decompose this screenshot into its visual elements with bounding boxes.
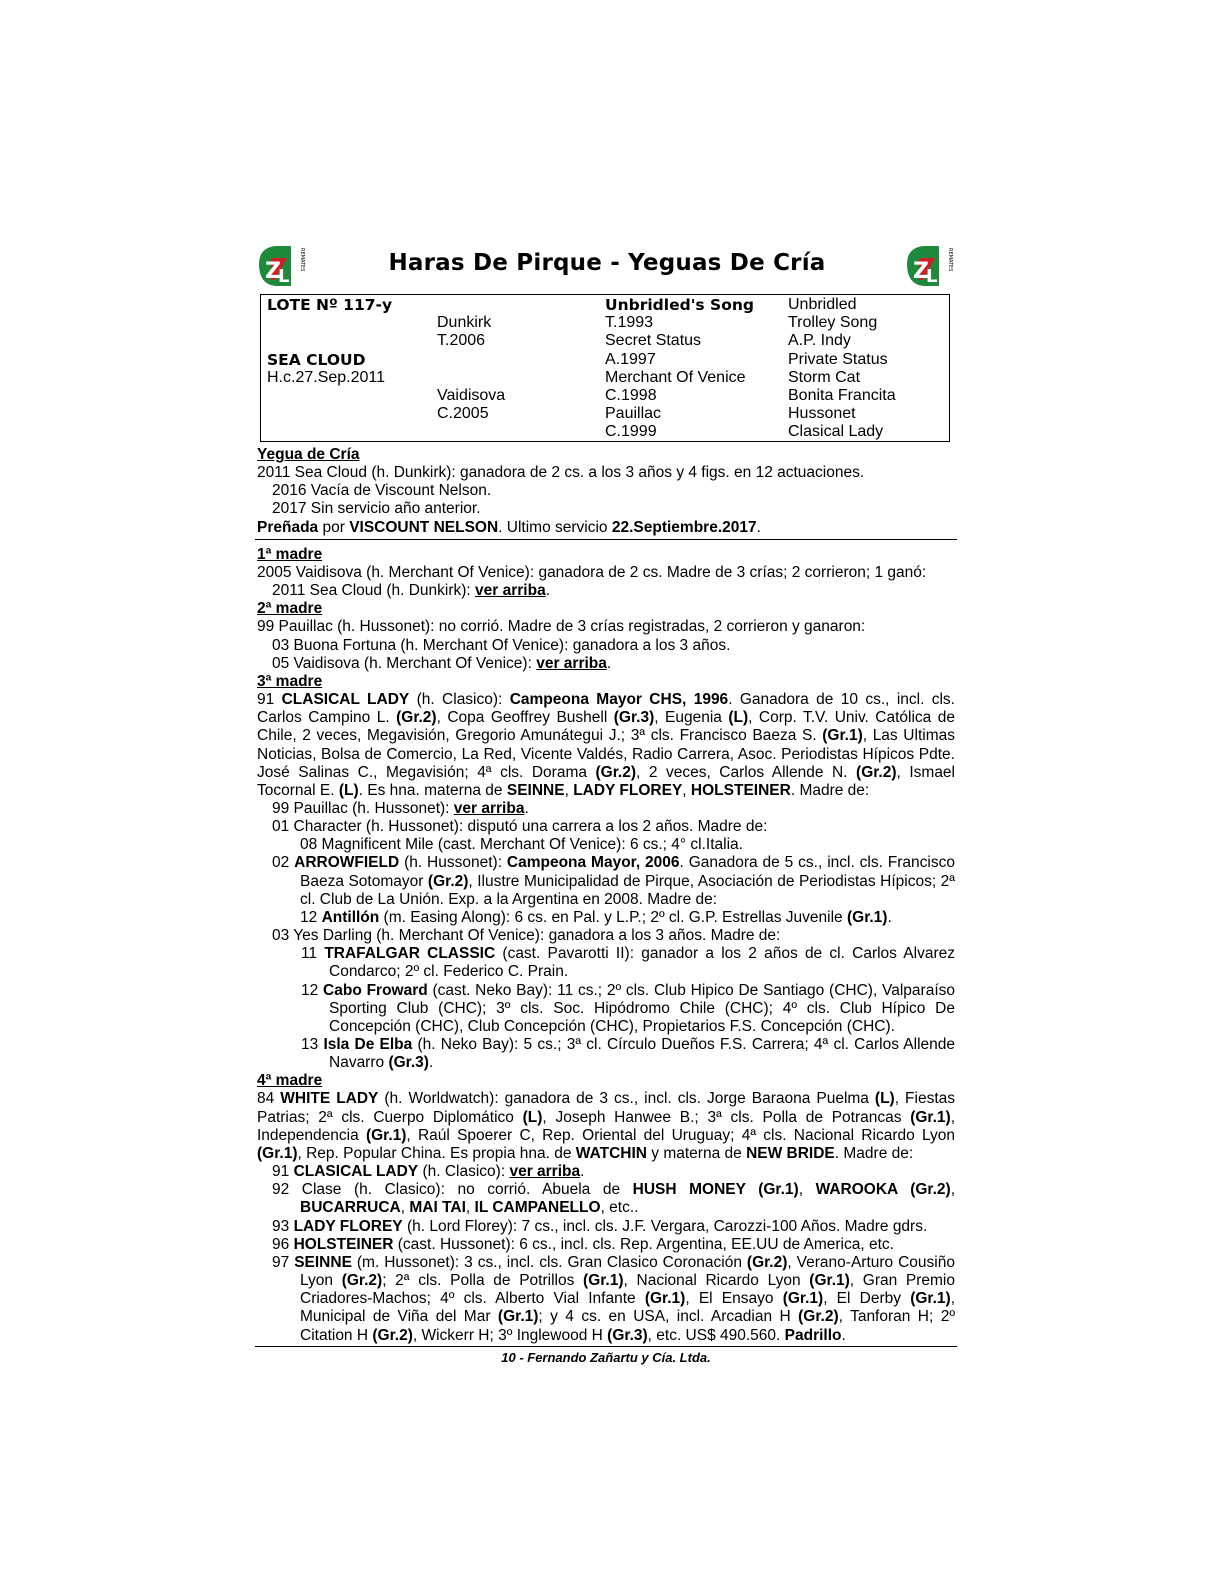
ped-col4-2: A.P. Indy	[788, 332, 851, 349]
madre3-character: 01 Character (h. Hussonet): disputó una carrera a los 2 años. Madre de:	[272, 818, 768, 836]
svg-text:L: L	[278, 266, 290, 287]
section-heading-madre-1: 1ª madre	[257, 545, 323, 563]
ver-arriba-link: ver arriba	[453, 799, 525, 817]
catalog-body	[257, 446, 955, 1345]
yegua-line-3: 2017 Sin servicio año anterior.	[272, 500, 481, 518]
madre4-clasical-lady: 91 CLASICAL LADY (h. Clasico): ver arriba.	[272, 1163, 585, 1181]
ver-arriba-link: ver arriba	[509, 1163, 581, 1181]
madre3-pauillac: 99 Pauillac (h. Hussonet): ver arriba.	[272, 799, 529, 817]
madre3-cabo-froward: 12 Cabo Froward (cast. Neko Bay): 11 cs.; 2º cls. Club Hipico De Santiago (CHC), Valparaíso Sporting Club (CHC); 3º cls. Soc. Hipódromo Chile (CHC); 4º cls. Club Hípico De Concepción (CHC), Club Concepción (CHC), Propietarios F.S. Concepción (CHC).	[301, 981, 955, 1035]
madre1-line-2: 2011 Sea Cloud (h. Dunkirk): ver arriba.	[272, 582, 551, 600]
dam-name: Vaidisova	[437, 387, 506, 404]
ped-col3-2: Secret Status	[605, 332, 702, 349]
madre4-holsteiner: 96 HOLSTEINER (cast. Hussonet): 6 cs., incl. cls. Rep. Argentina, EE.UU de America, etc.	[272, 1235, 894, 1253]
lote-number: LOTE Nº 117-y	[267, 296, 393, 314]
madre4-lady-florey: 93 LADY FLOREY (h. Lord Florey): 7 cs., incl. cls. J.F. Vergara, Carozzi-100 Años. Madre gdrs.	[272, 1217, 928, 1235]
page-title: Haras De Pirque - Yeguas De Cría	[388, 250, 826, 276]
ped-col3-1: T.1993	[605, 314, 654, 331]
ped-col3-4: Merchant Of Venice	[605, 369, 746, 386]
ped-col4-4: Storm Cat	[788, 369, 861, 386]
horse-name: SEA CLOUD	[267, 351, 366, 369]
madre3-trafalgar: 11 TRAFALGAR CLASSIC (cast. Pavarotti II): ganador a los 2 años de cl. Carlos Alvarez Condarco; 2º cl. Federico C. Prain.	[301, 945, 955, 981]
svg-text:Z: Z	[265, 259, 281, 284]
ped-col3-6: Pauillac	[605, 405, 662, 422]
madre4-seinne: 97 SEINNE (m. Hussonet): 3 cs., incl. cls. Gran Clasico Coronación (Gr.2), Verano-Arturo Cousiño Lyon (Gr.2); 2ª cls. Polla de Potrillos (Gr.1), Nacional Ricardo Lyon (Gr.1), Gran Premio Criadores-Machos; 4º cls. Alberto Vial Infante (Gr.1), El Ensayo (Gr.1), El Derby (Gr.1), Municipal de Viña del Mar (Gr.1); y 4 cs. en USA, incl. Arcadian H (Gr.2), Tanforan H; 2º Citation H (Gr.2), Wickerr H; 3º Inglewood H (Gr.3), etc. US$ 490.560. Padrillo.	[272, 1253, 955, 1344]
ver-arriba-link: ver arriba	[536, 654, 607, 672]
ped-col4-6: Hussonet	[788, 405, 856, 422]
ped-col4-0: Unbridled	[788, 296, 857, 313]
ped-col3-3: A.1997	[605, 351, 656, 368]
madre3-main: 91 CLASICAL LADY (h. Clasico): Campeona Mayor CHS, 1996. Ganadora de 10 cs., incl. cls. Carlos Campino L. (Gr.2), Copa Geoffrey Bushell (Gr.3), Eugenia (L), Corp. T.V. Univ. Católica de Chile, 2 veces, Megavisión, Gregorio Amunátegui J.; 3ª cls. Francisco Baeza S. (Gr.1), Las Ultimas Noticias, Bolsa de Comercio, La Red, Vicente Valdés, Radio Carrera, Asoc. Periodistas Hípicos Pdte. José Salinas C., Megavisión; 4ª cls. Dorama (Gr.2), 2 veces, Carlos Allende N. (Gr.2), Ismael Tocornal E. (L). Es hna. materna de SEINNE, LADY FLOREY, HOLSTEINER. Madre de:	[257, 691, 955, 799]
page-footer: 10 - Fernando Zañartu y Cía. Ltda.	[255, 1346, 957, 1365]
prenada-line: Preñada por VISCOUNT NELSON. Ultimo servicio 22.Septiembre.2017.	[257, 518, 761, 536]
zl-remates-logo-right	[905, 244, 955, 288]
ped-col4-5: Bonita Francita	[788, 387, 896, 404]
madre2-line-3: 05 Vaidisova (h. Merchant Of Venice): ver arriba.	[272, 654, 612, 672]
madre3-magnificent: 08 Magnificent Mile (cast. Merchant Of Venice): 6 cs.; 4° cl.Italia.	[300, 836, 743, 854]
ped-col3-5: C.1998	[605, 387, 657, 404]
madre4-main: 84 WHITE LADY (h. Worldwatch): ganadora de 3 cs., incl. cls. Jorge Baraona Puelma (L), Fiestas Patrias; 2ª cls. Cuerpo Diplomático (L), Joseph Hanwee B.; 3ª cls. Polla de Potrancas (Gr.1), Independencia (Gr.1), Raúl Spoerer C, Rep. Oriental del Uruguay; 4ª cls. Nacional Ricardo Lyon (Gr.1), Rep. Popular China. Es propia hna. de WATCHIN y materna de NEW BRIDE. Madre de:	[257, 1090, 956, 1162]
madre4-clase: 92 Clase (h. Clasico): no corrió. Abuela de HUSH MONEY (Gr.1), WAROOKA (Gr.2), BUCARRUCA, MAI TAI, IL CAMPANELLO, etc..	[272, 1181, 955, 1217]
horse-info: H.c.27.Sep.2011	[267, 369, 386, 386]
section-heading-madre-2: 2ª madre	[257, 600, 323, 618]
ver-arriba-link: ver arriba	[475, 582, 546, 600]
yegua-line-2: 2016 Vacía de Viscount Nelson.	[272, 482, 492, 500]
madre3-antillon: 12 Antillón (m. Easing Along): 6 cs. en Pal. y L.P.; 2º cl. G.P. Estrellas Juvenile (Gr.1).	[300, 908, 892, 926]
ped-col4-7: Clasical Lady	[788, 423, 884, 440]
ped-col4-3: Private Status	[788, 351, 888, 368]
section-heading-yegua: Yegua de Cría	[257, 446, 360, 463]
ped-col4-1: Trolley Song	[788, 314, 878, 331]
madre2-line-1: 99 Pauillac (h. Hussonet): no corrió. Madre de 3 crías registradas, 2 corrieron y ganaron:	[257, 618, 866, 636]
dam-info: C.2005	[437, 405, 489, 422]
ped-col3-0: Unbridled's Song	[605, 296, 754, 314]
section-heading-madre-3: 3ª madre	[257, 672, 323, 690]
section-divider	[255, 539, 957, 540]
madre3-isla-de-elba: 13 Isla De Elba (h. Neko Bay): 5 cs.; 3ª cl. Círculo Dueños F.S. Carrera; 4ª cl. Carlos Allende Navarro (Gr.3).	[301, 1036, 955, 1072]
madre3-yes-darling: 03 Yes Darling (h. Merchant Of Venice): ganadora a los 3 años. Madre de:	[272, 927, 781, 945]
yegua-line-1: 2011 Sea Cloud (h. Dunkirk): ganadora de 2 cs. a los 3 años y 4 figs. en 12 actuaciones.	[257, 464, 865, 482]
madre1-line-1: 2005 Vaidisova (h. Merchant Of Venice): ganadora de 2 cs. Madre de 3 crías; 2 corrieron; 1 ganó:	[257, 563, 927, 581]
madre3-arrowfield: 02 ARROWFIELD (h. Hussonet): Campeona Mayor, 2006. Ganadora de 5 cs., incl. cls. Francisco Baeza Sotomayor (Gr.2), Ilustre Municipalidad de Pirque, Asociación de Periodistas Hípicos; 2ª cl. Club de La Unión. Exp. a la Argentina en 2008. Madre de:	[272, 854, 955, 908]
sire-name: Dunkirk	[437, 314, 492, 331]
sire-info: T.2006	[437, 332, 486, 349]
pedigree-table	[260, 294, 950, 442]
svg-text:Z: Z	[913, 259, 929, 284]
svg-text:L: L	[926, 266, 938, 287]
ped-col3-7: C.1999	[605, 423, 657, 440]
svg-text:REMATES: REMATES	[947, 248, 953, 272]
svg-text:REMATES: REMATES	[299, 248, 305, 272]
madre2-line-2: 03 Buona Fortuna (h. Merchant Of Venice): ganadora a los 3 años.	[272, 636, 731, 654]
section-heading-madre-4: 4ª madre	[257, 1072, 323, 1090]
